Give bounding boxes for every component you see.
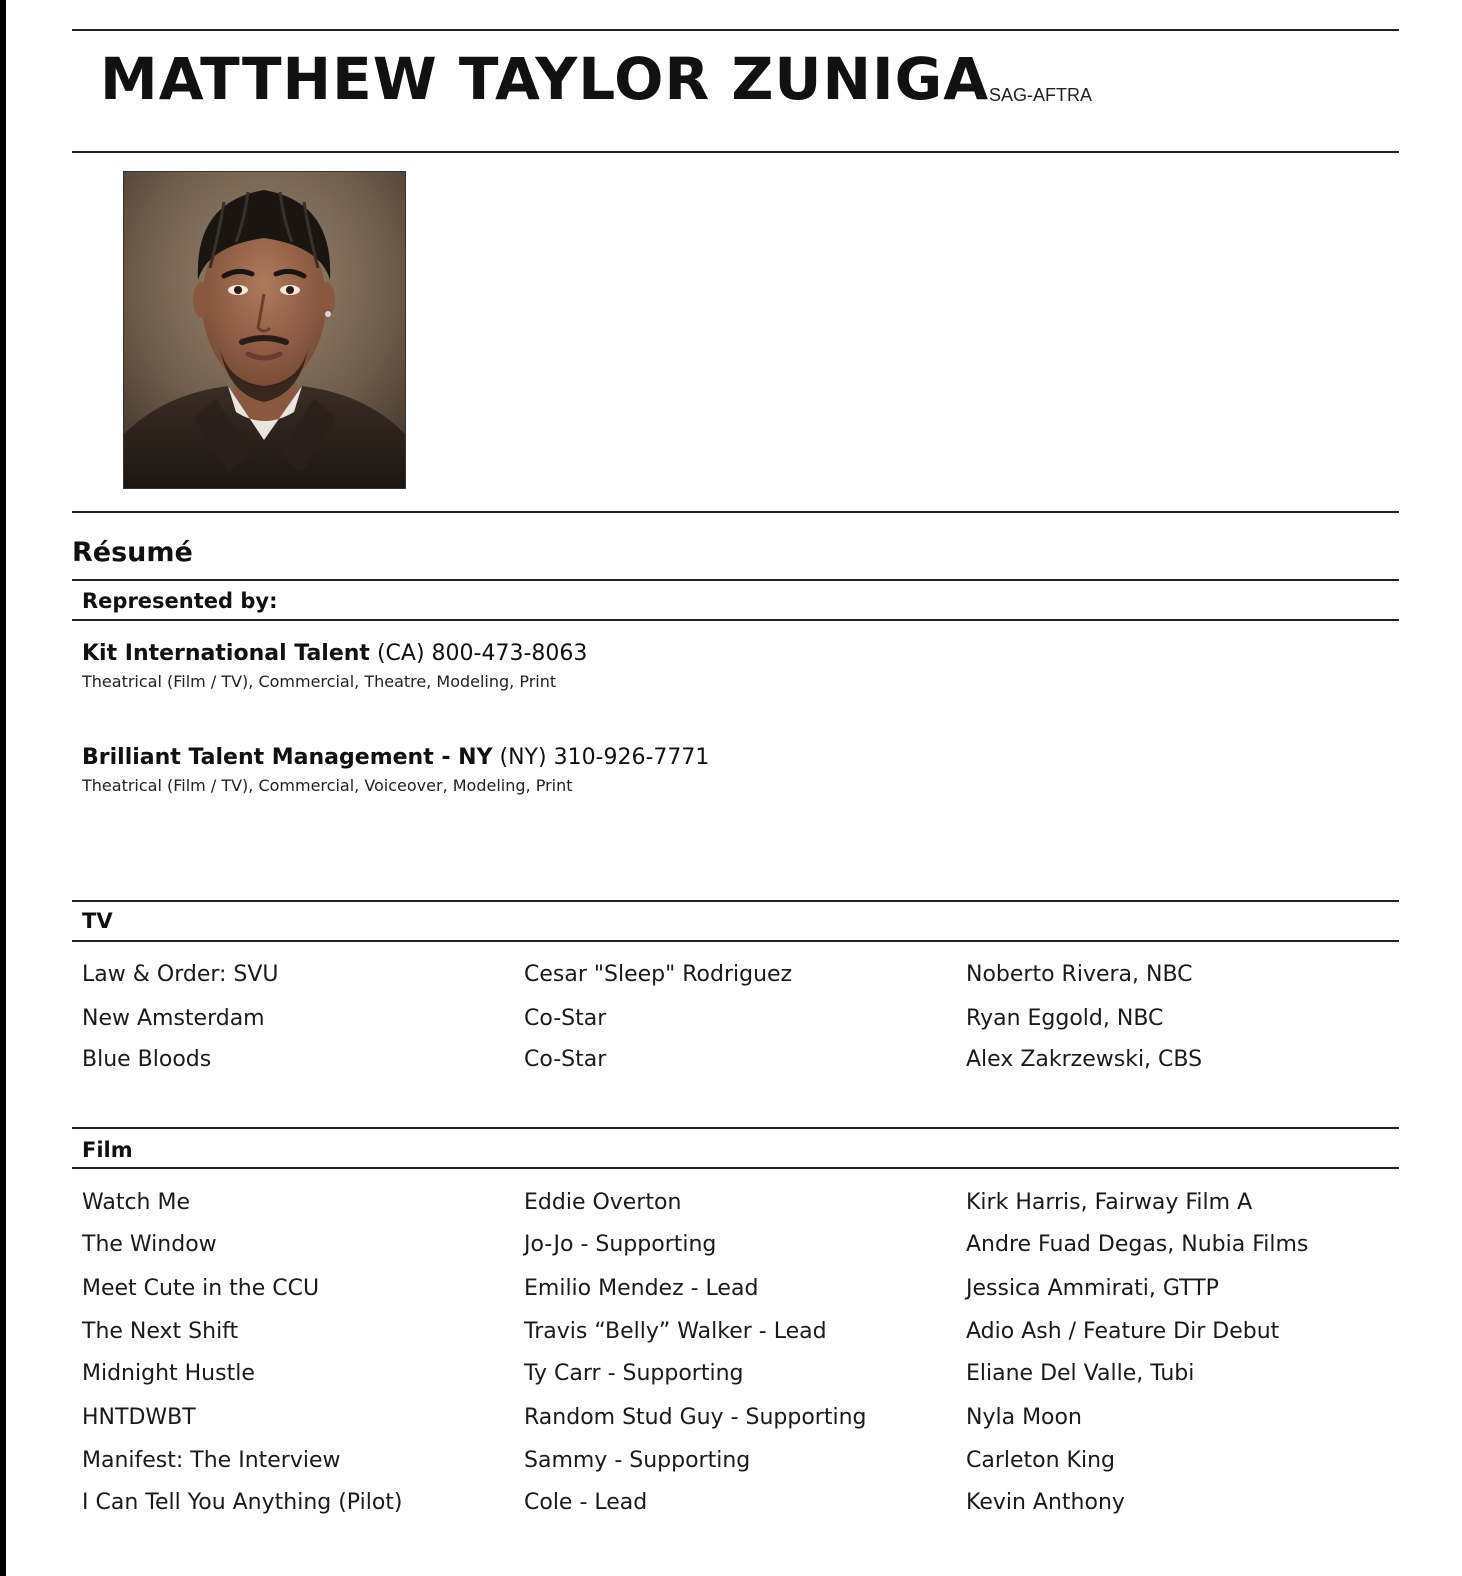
agency-services: Theatrical (Film / TV), Commercial, Voiceover, Modeling, Print [82, 776, 573, 795]
credit-title: HNTDWBT [82, 1405, 196, 1430]
film-bottom-rule [72, 1167, 1399, 1169]
photo-bottom-rule [72, 511, 1399, 513]
credit-director: Kirk Harris, Fairway Film A [966, 1190, 1253, 1215]
credit-title: The Window [82, 1232, 217, 1257]
header-bottom-rule [72, 151, 1399, 153]
credit-role: Jo-Jo - Supporting [524, 1232, 717, 1257]
credit-title: Blue Bloods [82, 1047, 212, 1072]
agency-line [82, 639, 587, 669]
credit-director: Andre Fuad Degas, Nubia Films [966, 1232, 1309, 1257]
agency-contact: (CA) 800-473-8063 [376, 641, 588, 666]
credit-director: Alex Zakrzewski, CBS [966, 1047, 1203, 1072]
representation-top-rule [72, 579, 1399, 581]
credit-role: Cole - Lead [524, 1490, 648, 1515]
left-edge-strip [0, 0, 6, 1576]
credit-title: The Next Shift [82, 1319, 239, 1344]
credit-title: New Amsterdam [82, 1006, 265, 1031]
credit-role: Travis “Belly” Walker - Lead [524, 1319, 827, 1344]
credit-title: Manifest: The Interview [82, 1448, 341, 1473]
actor-name: MATTHEW TAYLOR ZUNIGA [100, 45, 990, 113]
credit-title: Meet Cute in the CCU [82, 1276, 320, 1301]
header-top-rule [72, 29, 1399, 31]
credit-title: Watch Me [82, 1190, 191, 1215]
represented-by-label: Represented by: [82, 589, 278, 613]
credit-role: Emilio Mendez - Lead [524, 1276, 759, 1301]
credit-role: Eddie Overton [524, 1190, 682, 1215]
credit-director: Carleton King [966, 1448, 1116, 1473]
credit-director: Ryan Eggold, NBC [966, 1006, 1164, 1031]
agency-services: Theatrical (Film / TV), Commercial, Theatre, Modeling, Print [82, 672, 557, 691]
agency-name: Brilliant Talent Management - NY [82, 745, 493, 770]
credit-role: Cesar "Sleep" Rodriguez [524, 962, 793, 987]
agency-line [82, 743, 709, 773]
credit-director: Kevin Anthony [966, 1490, 1125, 1515]
credit-director: Nyla Moon [966, 1405, 1082, 1430]
tv-bottom-rule [72, 940, 1399, 942]
representation-bottom-rule [72, 619, 1399, 621]
credit-director: Eliane Del Valle, Tubi [966, 1361, 1195, 1386]
credit-role: Ty Carr - Supporting [524, 1361, 744, 1386]
credit-director: Noberto Rivera, NBC [966, 962, 1193, 987]
agency-entry [82, 743, 709, 799]
credit-role: Random Stud Guy - Supporting [524, 1405, 867, 1430]
film-section-label: Film [82, 1138, 133, 1162]
credit-title: I Can Tell You Anything (Pilot) [82, 1490, 403, 1515]
credit-director: Adio Ash / Feature Dir Debut [966, 1319, 1280, 1344]
credit-role: Sammy - Supporting [524, 1448, 751, 1473]
union-affiliation: - SAG-AFTRA [978, 85, 1093, 105]
agency-name: Kit International Talent [82, 641, 370, 666]
credit-title: Law & Order: SVU [82, 962, 279, 987]
credit-role: Co-Star [524, 1047, 607, 1072]
agency-contact: (NY) 310-926-7771 [499, 745, 710, 770]
credit-title: Midnight Hustle [82, 1361, 255, 1386]
credit-role: Co-Star [524, 1006, 607, 1031]
tv-top-rule [72, 900, 1399, 902]
film-top-rule [72, 1127, 1399, 1129]
agency-entry [82, 639, 587, 695]
resume-heading: Résumé [72, 537, 193, 568]
credit-director: Jessica Ammirati, GTTP [966, 1276, 1219, 1301]
headshot-photo [123, 171, 406, 489]
tv-section-label: TV [82, 909, 113, 933]
